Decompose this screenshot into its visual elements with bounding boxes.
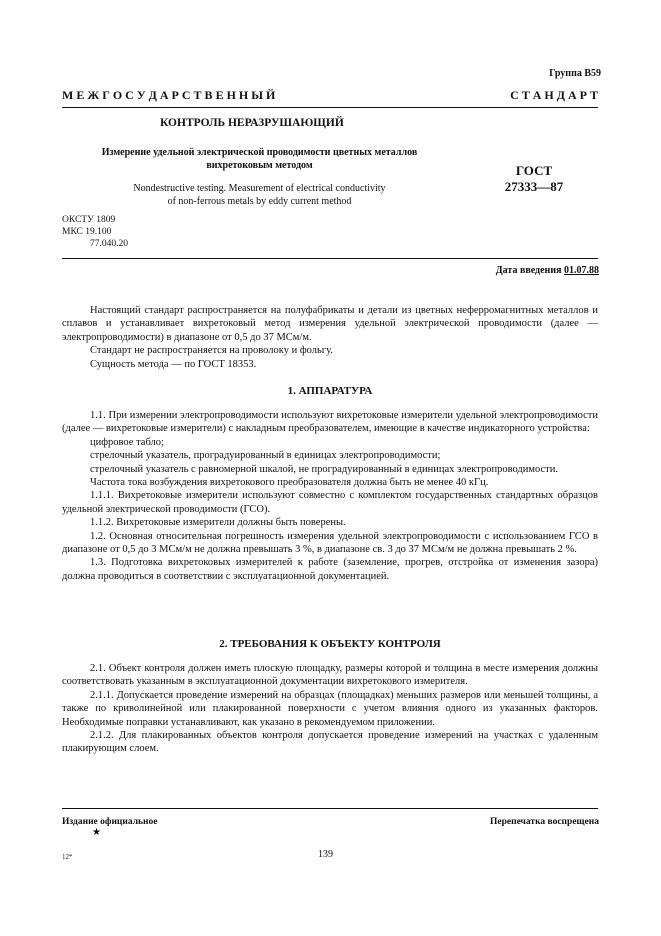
section2-paragraph: 2.1. Объект контроля должен иметь плоскую площадку, размеры которой и толщина в месте измерения должны соответствовать указанным в эксплуатационной документации вихретокового измерителя.	[62, 663, 598, 688]
printer-signature: 12*	[62, 853, 73, 861]
banner-interstate: М Е Ж Г О С У Д А Р С Т В Е Н Н Ы Й	[62, 88, 276, 102]
section1-paragraph: стрелочный указатель с равномерной шкалой, не проградуированный в единицах электропроводимости.	[90, 463, 559, 475]
official-edition: Издание официальное	[62, 817, 158, 827]
star-icon: ★	[92, 827, 101, 838]
section1-paragraph: 1.1. При измерении электропроводимости используют вихретоковые измерители удельной электропроводимости (далее — вихретоковые измерители) с накладным преобразователем, имеющие в качестве индикаторного устройства:	[62, 410, 598, 435]
intro-paragraph: Сущность метода — по ГОСТ 18353.	[90, 358, 257, 370]
gost-designation	[500, 163, 568, 195]
intro-date-label: Дата введения	[495, 265, 562, 276]
section2-text	[62, 662, 598, 756]
introduction-date	[496, 265, 599, 276]
okstu-code: ОКСТУ 1809	[62, 215, 116, 225]
mks-code-1: МКС 19.100	[62, 227, 112, 237]
gost-number: 27333—87	[504, 179, 564, 194]
gost-label: ГОСТ	[515, 163, 553, 178]
intro-text	[62, 304, 598, 371]
section2-paragraph: 2.1.1. Допускается проведение измерений на образцах (площадках) меньших размеров или меньшей толщины, а также по криволинейной или плакированной поверхности с учетом влияния одного из указанных факторов. Необходимые поправки устанавливают, как указано в рекомендуемом приложении.	[62, 689, 598, 728]
russian-title	[62, 146, 457, 172]
section1-paragraph: 1.3. Подготовка вихретоковых измерителей к работе (заземление, прогрев, отстройка от изменения зазора) должна проводиться в соответствии с эксплуатационной документацией.	[62, 557, 598, 582]
section1-paragraph: 1.1.2. Вихретоковые измерители должны быть поверены.	[90, 517, 346, 529]
intro-date-value: 01.07.88	[564, 265, 599, 276]
section1-text	[62, 409, 598, 583]
classification-codes	[62, 214, 128, 250]
english-title	[62, 182, 457, 208]
section1-paragraph: 1.2. Основная относительная погрешность измерения удельной электропроводимости с использованием ГСО в диапазоне от 0,5 до 3 МСм/м не должна превышать 3 %, в диапазоне св. 3 до 37 МСм/м не должна превышать 2 %.	[62, 530, 598, 556]
intro-paragraph: Стандарт не распространяется на проволоку и фольгу.	[90, 345, 333, 357]
section1-paragraph: 1.1.1. Вихретоковые измерители используют совместно с комплектом государственных стандартных образцов удельной электрической проводимости (ГСО).	[62, 490, 598, 515]
intro-paragraph: Настоящий стандарт распространяется на полуфабрикаты и детали из цветных неферромагнитных металлов и сплавов и устанавливает вихретоковый метод измерения удельной электрической проводимости (далее — электропроводимости) в диапазоне от 0,5 до 37 МСм/м.	[62, 305, 598, 343]
standard-banner	[62, 88, 598, 103]
group-code: Группа В59	[549, 68, 601, 79]
section1-paragraph: Частота тока возбуждения вихретокового преобразователя должна быть не менее 40 кГц.	[90, 477, 489, 489]
footer-rule	[62, 808, 598, 809]
page-number: 139	[318, 849, 333, 860]
reprint-prohibited: Перепечатка воспрещена	[489, 817, 599, 827]
header-rule	[62, 258, 598, 259]
mks-code-2: 77.040.20	[90, 239, 128, 249]
banner-rule	[62, 107, 598, 108]
banner-standard: С Т А Н Д А Р Т	[510, 88, 598, 102]
section1-paragraph: цифровое табло;	[90, 436, 164, 448]
section1-heading: 1. АППАРАТУРА	[287, 385, 373, 397]
russian-title-line1: Измерение удельной электрической проводимости цветных металлов	[101, 147, 418, 158]
english-title-line2: of non-ferrous metals by eddy current method	[167, 196, 352, 207]
section1-paragraph: стрелочный указатель, проградуированный в единицах электропроводимости;	[90, 450, 441, 462]
standard-category: КОНТРОЛЬ НЕРАЗРУШАЮЩИЙ	[160, 117, 344, 129]
section2-paragraph: 2.1.2. Для плакированных объектов контроля допускается проведение измерений на участках с удаленным плакирующим слоем.	[62, 730, 598, 755]
section2-heading: 2. ТРЕБОВАНИЯ К ОБЪЕКТУ КОНТРОЛЯ	[219, 638, 441, 650]
russian-title-line2: вихретоковым методом	[206, 160, 313, 171]
english-title-line1: Nondestructive testing. Measurement of electrical conductivity	[133, 183, 386, 194]
